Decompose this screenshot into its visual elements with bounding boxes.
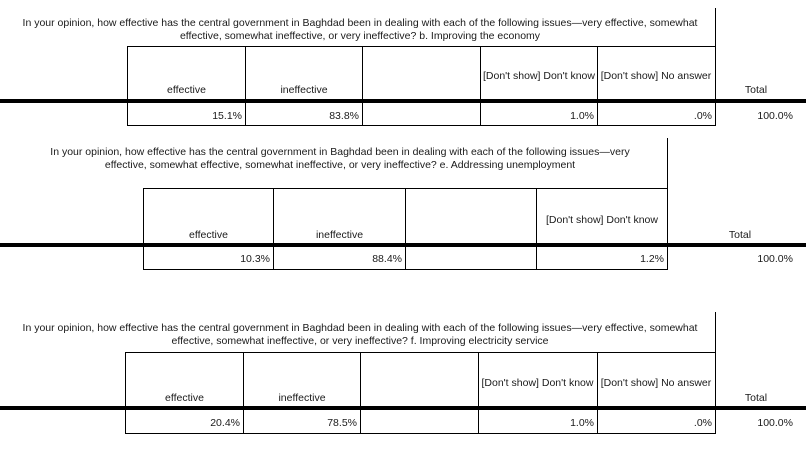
header-no-answer: [Don't show] No answer	[600, 377, 712, 389]
header-dont-know: [Don't show] Don't know	[481, 377, 594, 389]
value-ineffective: 88.4%	[372, 253, 402, 265]
header-effective: effective	[189, 229, 228, 241]
header-ineffective: ineffective	[278, 392, 326, 404]
header-dont-know: [Don't show] Don't know	[546, 214, 658, 226]
header-total: Total	[744, 392, 768, 404]
header-effective: effective	[165, 392, 204, 404]
question-title: In your opinion, how effective has the central government in Baghdad been in dealing with each of the following issues—very effective, somewhat effective, somewhat ineffective, or very ineffective? b. Improving the economy	[22, 17, 698, 42]
header-no-answer: [Don't show] No answer	[600, 70, 712, 82]
header-effective: effective	[167, 84, 206, 96]
question-title: In your opinion, how effective has the central government in Baghdad been in dealing with each of the following issues—very effective, somewhat effective, somewhat ineffective, or very ineffective? e. Addressing unemployment	[50, 146, 630, 171]
value-dont-know: 1.0%	[570, 110, 594, 122]
header-ineffective: ineffective	[280, 84, 328, 96]
value-total: 100.0%	[757, 110, 793, 122]
value-ineffective: 83.8%	[329, 110, 359, 122]
header-total: Total	[728, 229, 752, 241]
header-total: Total	[744, 84, 768, 96]
question-title: In your opinion, how effective has the central government in Baghdad been in dealing with each of the following issues—very effective, somewhat effective, somewhat ineffective, or very ineffective? f. Improving electricity service	[22, 322, 698, 347]
value-effective: 20.4%	[210, 417, 240, 429]
header-ineffective: ineffective	[315, 229, 364, 241]
value-total: 100.0%	[757, 253, 793, 265]
value-no-answer: .0%	[693, 417, 712, 429]
value-dont-know: 1.2%	[640, 253, 664, 265]
value-dont-know: 1.0%	[570, 417, 594, 429]
value-effective: 10.3%	[240, 253, 270, 265]
value-total: 100.0%	[757, 417, 793, 429]
value-effective: 15.1%	[212, 110, 242, 122]
value-ineffective: 78.5%	[327, 417, 357, 429]
header-dont-know: [Don't show] Don't know	[483, 70, 595, 82]
value-no-answer: .0%	[693, 110, 712, 122]
